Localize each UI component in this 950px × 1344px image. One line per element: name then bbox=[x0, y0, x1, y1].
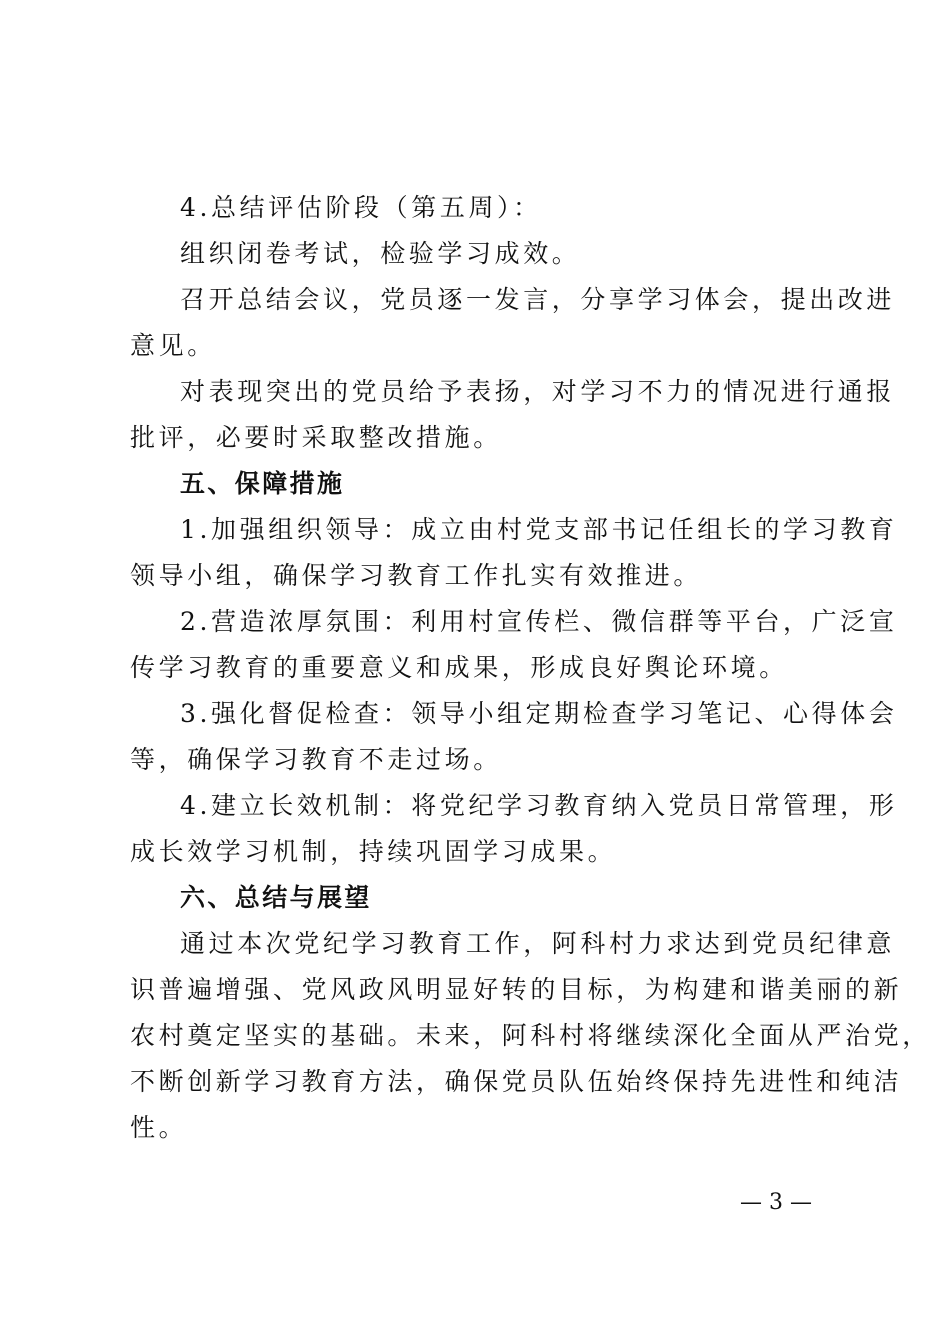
paragraph-outlook-line-1: 通过本次党纪学习教育工作，阿科村力求达到党员纪律意 bbox=[180, 929, 896, 958]
paragraph-supervision-line-1: 3.强化督促检查：领导小组定期检查学习笔记、心得体会 bbox=[180, 699, 898, 728]
paragraph-commendation-line-2: 批评，必要时采取整改措施。 bbox=[130, 423, 502, 452]
section-heading-summary-outlook: 六、总结与展望 bbox=[180, 883, 372, 912]
paragraph-summary-meeting-line-1: 召开总结会议，党员逐一发言，分享学习体会，提出改进 bbox=[180, 285, 896, 314]
paragraph-summary-meeting-line-2: 意见。 bbox=[130, 331, 216, 360]
paragraph-closed-book-exam: 组织闭卷考试，检验学习成效。 bbox=[180, 239, 581, 268]
paragraph-atmosphere-line-2: 传学习教育的重要意义和成果，形成良好舆论环境。 bbox=[130, 653, 788, 682]
paragraph-commendation-line-1: 对表现突出的党员给予表扬，对学习不力的情况进行通报 bbox=[180, 377, 896, 406]
paragraph-outlook-line-4: 不断创新学习教育方法，确保党员队伍始终保持先进性和纯洁 bbox=[130, 1067, 903, 1096]
paragraph-leadership-line-2: 领导小组，确保学习教育工作扎实有效推进。 bbox=[130, 561, 703, 590]
paragraph-supervision-line-2: 等，确保学习教育不走过场。 bbox=[130, 745, 502, 774]
paragraph-outlook-line-5: 性。 bbox=[130, 1113, 188, 1142]
paragraph-summary-stage-title: 4.总结评估阶段（第五周）： bbox=[180, 193, 542, 222]
paragraph-outlook-line-3: 农村奠定坚实的基础。未来，阿科村将继续深化全面从严治党， bbox=[130, 1021, 931, 1050]
paragraph-outlook-line-2: 识普遍增强、党风政风明显好转的目标，为构建和谐美丽的新 bbox=[130, 975, 903, 1004]
paragraph-long-term-line-2: 成长效学习机制，持续巩固学习成果。 bbox=[130, 837, 617, 866]
page-number: — 3 — bbox=[740, 1190, 812, 1215]
paragraph-long-term-line-1: 4.建立长效机制：将党纪学习教育纳入党员日常管理，形 bbox=[180, 791, 898, 820]
section-heading-safeguards: 五、保障措施 bbox=[180, 469, 345, 498]
paragraph-atmosphere-line-1: 2.营造浓厚氛围：利用村宣传栏、微信群等平台，广泛宣 bbox=[180, 607, 898, 636]
paragraph-leadership-line-1: 1.加强组织领导：成立由村党支部书记任组长的学习教育 bbox=[180, 515, 898, 544]
